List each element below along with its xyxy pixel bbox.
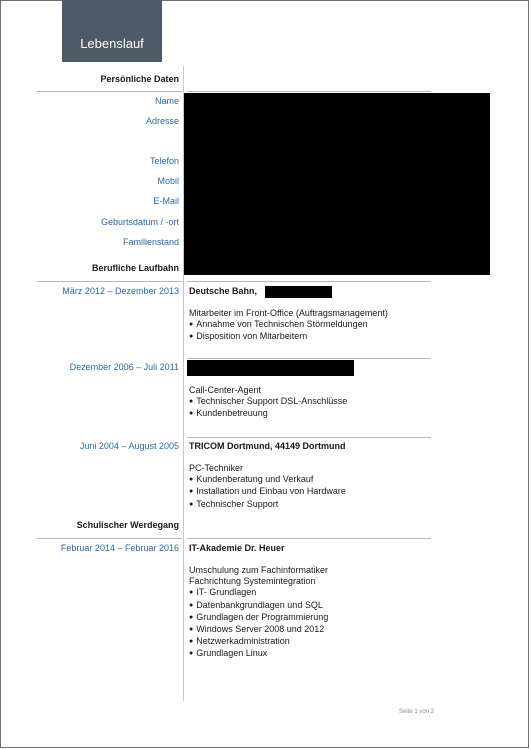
job-1-employer: Deutsche Bahn, xyxy=(189,286,258,296)
section-career-heading: Berufliche Laufbahn xyxy=(91,263,179,273)
divider xyxy=(37,538,182,539)
label-mobile: Mobil xyxy=(157,176,179,186)
list-item: ● IT- Grundlagen xyxy=(189,587,328,599)
job-3 xyxy=(189,441,346,511)
divider xyxy=(37,281,182,282)
list-item: ● Windows Server 2008 und 2012 xyxy=(189,624,328,636)
job-3-employer: TRICOM Dortmund, 44149 Dortmund xyxy=(189,441,346,451)
job-2-role: Call-Center-Agent xyxy=(189,385,262,395)
redacted-employer xyxy=(187,360,354,376)
education-dates: Februar 2014 – Februar 2016 xyxy=(60,543,179,553)
list-item: ● Kundenbetreuung xyxy=(189,408,347,420)
divider xyxy=(187,358,431,359)
list-item: ● Technischer Support xyxy=(189,499,346,511)
education-desc: Umschulung zum Fachinformatiker xyxy=(189,565,329,575)
section-personal-heading: Persönliche Daten xyxy=(100,74,179,84)
label-phone: Telefon xyxy=(149,156,179,166)
job-3-dates: Juni 2004 – August 2005 xyxy=(79,441,179,451)
list-item: ● Annahme von Technischen Störmeldungen xyxy=(189,319,388,331)
job-2-dates: Dezember 2006 – Juli 2011 xyxy=(69,362,179,372)
divider xyxy=(37,91,182,92)
divider xyxy=(187,91,431,92)
title-banner xyxy=(62,0,162,62)
divider xyxy=(187,437,431,438)
list-item: ● Grundlagen der Programmierung xyxy=(189,612,328,624)
list-item: ● Installation und Einbau von Hardware xyxy=(189,486,346,498)
redacted-personal-data xyxy=(184,93,490,275)
label-email: E-Mail xyxy=(153,196,179,206)
list-item: ● Grundlagen Linux xyxy=(189,648,328,660)
divider xyxy=(187,281,431,282)
label-birth: Geburtsdatum / -ort xyxy=(100,217,179,227)
page-number: Seite 1 von 2 xyxy=(399,709,435,715)
redacted-employer-detail xyxy=(265,286,332,298)
label-marital-status: Familienstand xyxy=(122,237,179,247)
job-3-role: PC-Techniker xyxy=(189,463,244,473)
job-1-role: Mitarbeiter im Front-Office (Auftragsmanagement) xyxy=(189,308,388,318)
list-item: ● Kundenberatung und Verkauf xyxy=(189,474,346,486)
education-school: IT-Akademie Dr. Heuer xyxy=(189,543,285,553)
education xyxy=(189,543,328,661)
list-item: ● Disposition von Mitarbeitern xyxy=(189,331,388,343)
list-item: ● Netzwerkadministration xyxy=(189,636,328,648)
list-item: ● Technischer Support DSL-Anschlüsse xyxy=(189,396,347,408)
label-name: Name xyxy=(154,96,179,106)
job-1-dates: März 2012 – Dezember 2013 xyxy=(62,286,179,296)
label-address: Adresse xyxy=(145,116,179,126)
section-school-heading: Schulischer Werdegang xyxy=(76,520,179,530)
list-item: ● Datenbankgrundlagen und SQL xyxy=(189,600,328,612)
job-2 xyxy=(189,385,347,421)
education-desc: Fachrichtung Systemintegration xyxy=(189,576,316,587)
page-title: Lebenslauf xyxy=(80,36,144,51)
divider xyxy=(187,538,431,539)
